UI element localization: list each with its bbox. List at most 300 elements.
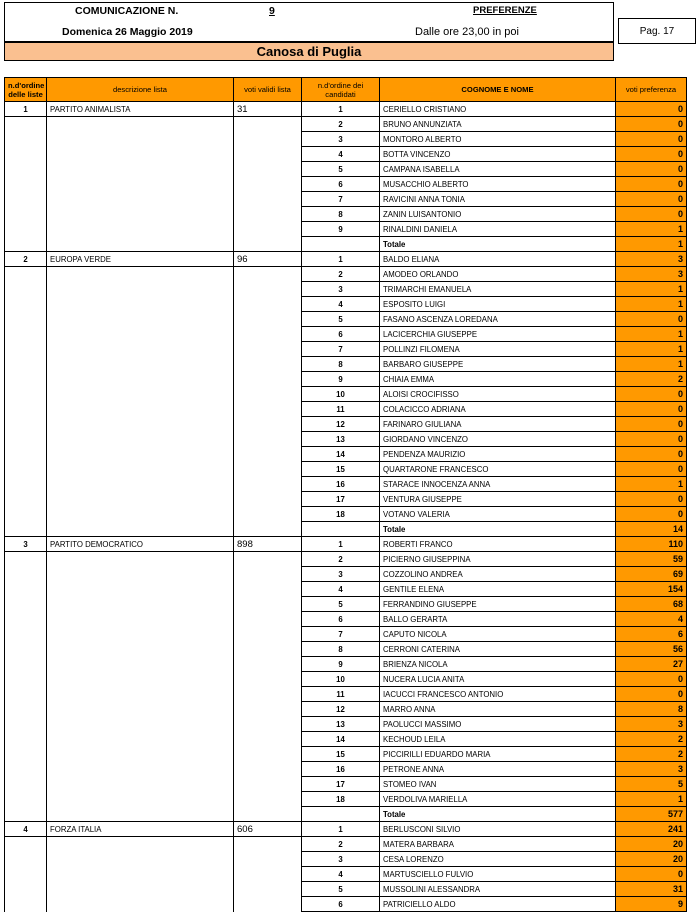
empty-cell bbox=[5, 612, 47, 627]
candidate-name: KECHOUD LEILA bbox=[380, 732, 616, 747]
list-name: EUROPA VERDE bbox=[47, 252, 234, 267]
candidate-name: FARINARO GIULIANA bbox=[380, 417, 616, 432]
candidate-name: MUSACCHIO ALBERTO bbox=[380, 177, 616, 192]
table-row bbox=[5, 612, 687, 627]
table-row bbox=[5, 222, 687, 237]
preference-votes: 0 bbox=[616, 162, 687, 177]
candidate-name: PENDENZA MAURIZIO bbox=[380, 447, 616, 462]
candidate-number: 11 bbox=[302, 402, 380, 417]
candidate-number: 3 bbox=[302, 282, 380, 297]
candidate-number: 7 bbox=[302, 627, 380, 642]
preference-votes: 0 bbox=[616, 867, 687, 882]
candidate-number: 7 bbox=[302, 342, 380, 357]
candidate-name: COZZOLINO ANDREA bbox=[380, 567, 616, 582]
table-row bbox=[5, 462, 687, 477]
candidate-number: 2 bbox=[302, 267, 380, 282]
candidate-name: MUSSOLINI ALESSANDRA bbox=[380, 882, 616, 897]
empty-cell bbox=[234, 582, 302, 597]
empty-cell bbox=[5, 372, 47, 387]
total-label: Totale bbox=[380, 522, 616, 537]
candidate-number: 5 bbox=[302, 597, 380, 612]
candidate-number bbox=[302, 522, 380, 537]
empty-cell bbox=[5, 477, 47, 492]
preference-votes: 6 bbox=[616, 627, 687, 642]
table-row bbox=[5, 777, 687, 792]
table-body bbox=[5, 102, 687, 912]
preference-votes: 0 bbox=[616, 117, 687, 132]
table-row bbox=[5, 732, 687, 747]
candidate-name: ESPOSITO LUIGI bbox=[380, 297, 616, 312]
preference-votes: 0 bbox=[616, 177, 687, 192]
empty-cell bbox=[234, 387, 302, 402]
preference-votes: 2 bbox=[616, 372, 687, 387]
empty-cell bbox=[5, 282, 47, 297]
empty-cell bbox=[47, 837, 234, 852]
empty-cell bbox=[234, 222, 302, 237]
empty-cell bbox=[234, 657, 302, 672]
empty-cell bbox=[47, 282, 234, 297]
empty-cell bbox=[234, 177, 302, 192]
candidate-name: ALOISI CROCIFISSO bbox=[380, 387, 616, 402]
candidate-number: 18 bbox=[302, 507, 380, 522]
table-row bbox=[5, 597, 687, 612]
candidate-name: MARTUSCIELLO FULVIO bbox=[380, 867, 616, 882]
table-row bbox=[5, 567, 687, 582]
empty-cell bbox=[47, 567, 234, 582]
list-votes: 898 bbox=[234, 537, 302, 552]
empty-cell bbox=[47, 132, 234, 147]
empty-cell bbox=[5, 342, 47, 357]
table-row bbox=[5, 252, 687, 267]
empty-cell bbox=[234, 792, 302, 807]
preference-votes: 3 bbox=[616, 717, 687, 732]
preference-votes: 0 bbox=[616, 402, 687, 417]
candidate-name: STARACE INNOCENZA ANNA bbox=[380, 477, 616, 492]
empty-cell bbox=[47, 417, 234, 432]
table-row bbox=[5, 702, 687, 717]
candidate-name: BARBARO GIUSEPPE bbox=[380, 357, 616, 372]
candidate-number: 1 bbox=[302, 537, 380, 552]
candidate-number: 14 bbox=[302, 732, 380, 747]
table-header-row bbox=[5, 78, 687, 102]
empty-cell bbox=[234, 132, 302, 147]
list-total-row bbox=[5, 237, 687, 252]
preference-votes: 68 bbox=[616, 597, 687, 612]
table-row bbox=[5, 657, 687, 672]
empty-cell bbox=[47, 492, 234, 507]
empty-cell bbox=[47, 162, 234, 177]
table-row bbox=[5, 747, 687, 762]
candidate-number: 15 bbox=[302, 462, 380, 477]
candidate-name: IACUCCI FRANCESCO ANTONIO bbox=[380, 687, 616, 702]
empty-cell bbox=[47, 402, 234, 417]
candidate-number: 14 bbox=[302, 447, 380, 462]
empty-cell bbox=[234, 642, 302, 657]
candidate-name: BRUNO ANNUNZIATA bbox=[380, 117, 616, 132]
preference-votes: 31 bbox=[616, 882, 687, 897]
candidate-name: GENTILE ELENA bbox=[380, 582, 616, 597]
candidate-name: PETRONE ANNA bbox=[380, 762, 616, 777]
empty-cell bbox=[5, 732, 47, 747]
preference-votes: 0 bbox=[616, 492, 687, 507]
empty-cell bbox=[47, 387, 234, 402]
empty-cell bbox=[234, 417, 302, 432]
empty-cell bbox=[5, 312, 47, 327]
col-header-list-description: descrizione lista bbox=[47, 78, 234, 102]
empty-cell bbox=[234, 807, 302, 822]
empty-cell bbox=[47, 852, 234, 867]
preference-votes: 0 bbox=[616, 387, 687, 402]
preference-votes: 5 bbox=[616, 777, 687, 792]
preference-votes: 2 bbox=[616, 732, 687, 747]
candidate-name: MATERA BARBARA bbox=[380, 837, 616, 852]
empty-cell bbox=[234, 732, 302, 747]
empty-cell bbox=[234, 207, 302, 222]
empty-cell bbox=[234, 282, 302, 297]
empty-cell bbox=[47, 327, 234, 342]
preference-votes: 8 bbox=[616, 702, 687, 717]
empty-cell bbox=[5, 642, 47, 657]
empty-cell bbox=[5, 762, 47, 777]
candidate-number: 16 bbox=[302, 477, 380, 492]
candidate-name: CHIAIA EMMA bbox=[380, 372, 616, 387]
empty-cell bbox=[47, 792, 234, 807]
empty-cell bbox=[47, 237, 234, 252]
empty-cell bbox=[5, 852, 47, 867]
empty-cell bbox=[234, 612, 302, 627]
empty-cell bbox=[5, 597, 47, 612]
candidate-number: 2 bbox=[302, 117, 380, 132]
candidate-number bbox=[302, 237, 380, 252]
election-date: Domenica 26 Maggio 2019 bbox=[62, 26, 193, 38]
empty-cell bbox=[47, 312, 234, 327]
candidate-name: AMODEO ORLANDO bbox=[380, 267, 616, 282]
table-row bbox=[5, 162, 687, 177]
empty-cell bbox=[47, 672, 234, 687]
table-row bbox=[5, 867, 687, 882]
table-row bbox=[5, 822, 687, 837]
candidate-name: GIORDANO VINCENZO bbox=[380, 432, 616, 447]
candidate-number: 1 bbox=[302, 102, 380, 117]
preference-votes: 1 bbox=[616, 477, 687, 492]
empty-cell bbox=[5, 192, 47, 207]
page-number: Pag. 17 bbox=[618, 18, 696, 44]
empty-cell bbox=[5, 702, 47, 717]
table-row bbox=[5, 762, 687, 777]
empty-cell bbox=[47, 762, 234, 777]
empty-cell bbox=[47, 357, 234, 372]
preference-votes: 0 bbox=[616, 672, 687, 687]
preference-votes: 0 bbox=[616, 687, 687, 702]
candidate-name: CAPUTO NICOLA bbox=[380, 627, 616, 642]
empty-cell bbox=[234, 867, 302, 882]
empty-cell bbox=[5, 807, 47, 822]
empty-cell bbox=[5, 657, 47, 672]
table-row bbox=[5, 882, 687, 897]
preference-votes: 0 bbox=[616, 432, 687, 447]
empty-cell bbox=[5, 747, 47, 762]
candidate-name: LACICERCHIA GIUSEPPE bbox=[380, 327, 616, 342]
empty-cell bbox=[47, 192, 234, 207]
list-number: 1 bbox=[5, 102, 47, 117]
total-preference-votes: 577 bbox=[616, 807, 687, 822]
preference-votes: 3 bbox=[616, 762, 687, 777]
empty-cell bbox=[5, 837, 47, 852]
empty-cell bbox=[5, 117, 47, 132]
candidate-name: NUCERA LUCIA ANITA bbox=[380, 672, 616, 687]
empty-cell bbox=[234, 297, 302, 312]
empty-cell bbox=[5, 672, 47, 687]
candidate-name: BALDO ELIANA bbox=[380, 252, 616, 267]
empty-cell bbox=[5, 432, 47, 447]
empty-cell bbox=[5, 522, 47, 537]
empty-cell bbox=[5, 402, 47, 417]
empty-cell bbox=[47, 372, 234, 387]
empty-cell bbox=[234, 687, 302, 702]
document-header bbox=[4, 2, 614, 42]
candidate-name: ROBERTI FRANCO bbox=[380, 537, 616, 552]
preference-votes: 1 bbox=[616, 342, 687, 357]
candidate-number: 8 bbox=[302, 207, 380, 222]
candidate-name: COLACICCO ADRIANA bbox=[380, 402, 616, 417]
empty-cell bbox=[5, 567, 47, 582]
col-header-candidate-name: COGNOME E NOME bbox=[380, 78, 616, 102]
empty-cell bbox=[234, 852, 302, 867]
table-row bbox=[5, 402, 687, 417]
candidate-number: 12 bbox=[302, 417, 380, 432]
col-header-list-votes: voti validi lista bbox=[234, 78, 302, 102]
list-number: 2 bbox=[5, 252, 47, 267]
table-row bbox=[5, 792, 687, 807]
preference-votes: 0 bbox=[616, 102, 687, 117]
preference-votes: 9 bbox=[616, 897, 687, 912]
table-row bbox=[5, 132, 687, 147]
preference-votes: 20 bbox=[616, 837, 687, 852]
empty-cell bbox=[234, 762, 302, 777]
empty-cell bbox=[234, 342, 302, 357]
candidate-number: 5 bbox=[302, 162, 380, 177]
empty-cell bbox=[47, 747, 234, 762]
empty-cell bbox=[234, 327, 302, 342]
preference-votes: 0 bbox=[616, 132, 687, 147]
total-preference-votes: 14 bbox=[616, 522, 687, 537]
candidate-number: 8 bbox=[302, 642, 380, 657]
empty-cell bbox=[5, 897, 47, 912]
candidate-number: 3 bbox=[302, 132, 380, 147]
empty-cell bbox=[5, 387, 47, 402]
candidate-name: PAOLUCCI MASSIMO bbox=[380, 717, 616, 732]
empty-cell bbox=[5, 417, 47, 432]
empty-cell bbox=[5, 687, 47, 702]
empty-cell bbox=[47, 177, 234, 192]
candidate-name: VENTURA GIUSEPPE bbox=[380, 492, 616, 507]
empty-cell bbox=[5, 627, 47, 642]
preference-votes: 1 bbox=[616, 282, 687, 297]
empty-cell bbox=[234, 402, 302, 417]
candidate-number: 2 bbox=[302, 552, 380, 567]
empty-cell bbox=[47, 732, 234, 747]
preference-votes: 27 bbox=[616, 657, 687, 672]
empty-cell bbox=[5, 207, 47, 222]
empty-cell bbox=[47, 597, 234, 612]
candidate-number: 6 bbox=[302, 327, 380, 342]
empty-cell bbox=[47, 687, 234, 702]
candidate-number: 5 bbox=[302, 312, 380, 327]
empty-cell bbox=[234, 492, 302, 507]
empty-cell bbox=[5, 552, 47, 567]
candidate-name: BOTTA VINCENZO bbox=[380, 147, 616, 162]
candidate-number: 1 bbox=[302, 252, 380, 267]
table-row bbox=[5, 177, 687, 192]
preference-votes: 1 bbox=[616, 222, 687, 237]
preference-votes: 69 bbox=[616, 567, 687, 582]
empty-cell bbox=[47, 462, 234, 477]
empty-cell bbox=[5, 777, 47, 792]
empty-cell bbox=[47, 867, 234, 882]
empty-cell bbox=[5, 177, 47, 192]
empty-cell bbox=[47, 477, 234, 492]
empty-cell bbox=[47, 267, 234, 282]
candidate-name: PICCIRILLI EDUARDO MARIA bbox=[380, 747, 616, 762]
empty-cell bbox=[47, 447, 234, 462]
preference-votes: 1 bbox=[616, 327, 687, 342]
preference-votes: 0 bbox=[616, 447, 687, 462]
preference-votes: 241 bbox=[616, 822, 687, 837]
empty-cell bbox=[5, 882, 47, 897]
candidate-name: CERRONI CATERINA bbox=[380, 642, 616, 657]
table-row bbox=[5, 387, 687, 402]
table-row bbox=[5, 147, 687, 162]
empty-cell bbox=[47, 642, 234, 657]
empty-cell bbox=[234, 147, 302, 162]
preferenze-label: PREFERENZE bbox=[473, 5, 537, 16]
table-row bbox=[5, 447, 687, 462]
empty-cell bbox=[234, 672, 302, 687]
empty-cell bbox=[5, 222, 47, 237]
table-row bbox=[5, 582, 687, 597]
total-preference-votes: 1 bbox=[616, 237, 687, 252]
table-row bbox=[5, 507, 687, 522]
candidate-number: 4 bbox=[302, 867, 380, 882]
empty-cell bbox=[234, 432, 302, 447]
preference-votes: 0 bbox=[616, 207, 687, 222]
preference-votes: 0 bbox=[616, 192, 687, 207]
time-range: Dalle ore 23,00 in poi bbox=[415, 26, 519, 38]
empty-cell bbox=[234, 237, 302, 252]
table-row bbox=[5, 417, 687, 432]
candidate-name: ZANIN LUISANTONIO bbox=[380, 207, 616, 222]
empty-cell bbox=[47, 552, 234, 567]
empty-cell bbox=[234, 552, 302, 567]
empty-cell bbox=[5, 492, 47, 507]
candidate-number: 9 bbox=[302, 372, 380, 387]
empty-cell bbox=[5, 162, 47, 177]
empty-cell bbox=[234, 312, 302, 327]
table-row bbox=[5, 282, 687, 297]
candidate-name: RAVICINI ANNA TONIA bbox=[380, 192, 616, 207]
empty-cell bbox=[234, 702, 302, 717]
empty-cell bbox=[5, 267, 47, 282]
candidate-number: 4 bbox=[302, 147, 380, 162]
empty-cell bbox=[5, 462, 47, 477]
empty-cell bbox=[47, 777, 234, 792]
empty-cell bbox=[234, 522, 302, 537]
empty-cell bbox=[47, 507, 234, 522]
empty-cell bbox=[234, 897, 302, 912]
candidate-number: 18 bbox=[302, 792, 380, 807]
empty-cell bbox=[47, 297, 234, 312]
candidate-number: 17 bbox=[302, 492, 380, 507]
candidate-number: 3 bbox=[302, 567, 380, 582]
table-row bbox=[5, 312, 687, 327]
candidate-number: 17 bbox=[302, 777, 380, 792]
candidate-name: CESA LORENZO bbox=[380, 852, 616, 867]
col-header-preference-votes: voti preferenza bbox=[616, 78, 687, 102]
empty-cell bbox=[234, 507, 302, 522]
preference-votes: 110 bbox=[616, 537, 687, 552]
preference-votes: 56 bbox=[616, 642, 687, 657]
table-row bbox=[5, 432, 687, 447]
total-label: Totale bbox=[380, 237, 616, 252]
empty-cell bbox=[47, 627, 234, 642]
candidate-name: VERDOLIVA MARIELLA bbox=[380, 792, 616, 807]
candidate-number: 13 bbox=[302, 432, 380, 447]
list-total-row bbox=[5, 522, 687, 537]
table-row bbox=[5, 192, 687, 207]
empty-cell bbox=[5, 357, 47, 372]
col-header-list-number: n.d'ordine delle liste bbox=[5, 78, 47, 102]
candidate-number: 1 bbox=[302, 822, 380, 837]
candidate-number: 4 bbox=[302, 582, 380, 597]
empty-cell bbox=[47, 897, 234, 912]
empty-cell bbox=[234, 747, 302, 762]
candidate-name: FERRANDINO GIUSEPPE bbox=[380, 597, 616, 612]
empty-cell bbox=[47, 717, 234, 732]
preference-votes: 0 bbox=[616, 507, 687, 522]
candidate-number: 7 bbox=[302, 192, 380, 207]
preference-votes: 154 bbox=[616, 582, 687, 597]
empty-cell bbox=[234, 447, 302, 462]
candidate-name: CAMPANA ISABELLA bbox=[380, 162, 616, 177]
candidate-number: 3 bbox=[302, 852, 380, 867]
list-number: 4 bbox=[5, 822, 47, 837]
candidate-number: 12 bbox=[302, 702, 380, 717]
empty-cell bbox=[5, 147, 47, 162]
empty-cell bbox=[47, 207, 234, 222]
empty-cell bbox=[5, 867, 47, 882]
preference-votes: 4 bbox=[616, 612, 687, 627]
empty-cell bbox=[234, 192, 302, 207]
preference-votes: 20 bbox=[616, 852, 687, 867]
empty-cell bbox=[234, 597, 302, 612]
preference-votes: 0 bbox=[616, 312, 687, 327]
candidate-number: 6 bbox=[302, 177, 380, 192]
candidate-number: 2 bbox=[302, 837, 380, 852]
table-row bbox=[5, 852, 687, 867]
table-row bbox=[5, 372, 687, 387]
candidate-name: RINALDINI DANIELA bbox=[380, 222, 616, 237]
candidate-name: VOTANO VALERIA bbox=[380, 507, 616, 522]
candidate-name: PICIERNO GIUSEPPINA bbox=[380, 552, 616, 567]
table-row bbox=[5, 207, 687, 222]
empty-cell bbox=[47, 342, 234, 357]
candidate-number: 15 bbox=[302, 747, 380, 762]
candidate-name: CERIELLO CRISTIANO bbox=[380, 102, 616, 117]
table-row bbox=[5, 492, 687, 507]
list-name: PARTITO DEMOCRATICO bbox=[47, 537, 234, 552]
list-votes: 606 bbox=[234, 822, 302, 837]
candidate-name: BALLO GERARTA bbox=[380, 612, 616, 627]
